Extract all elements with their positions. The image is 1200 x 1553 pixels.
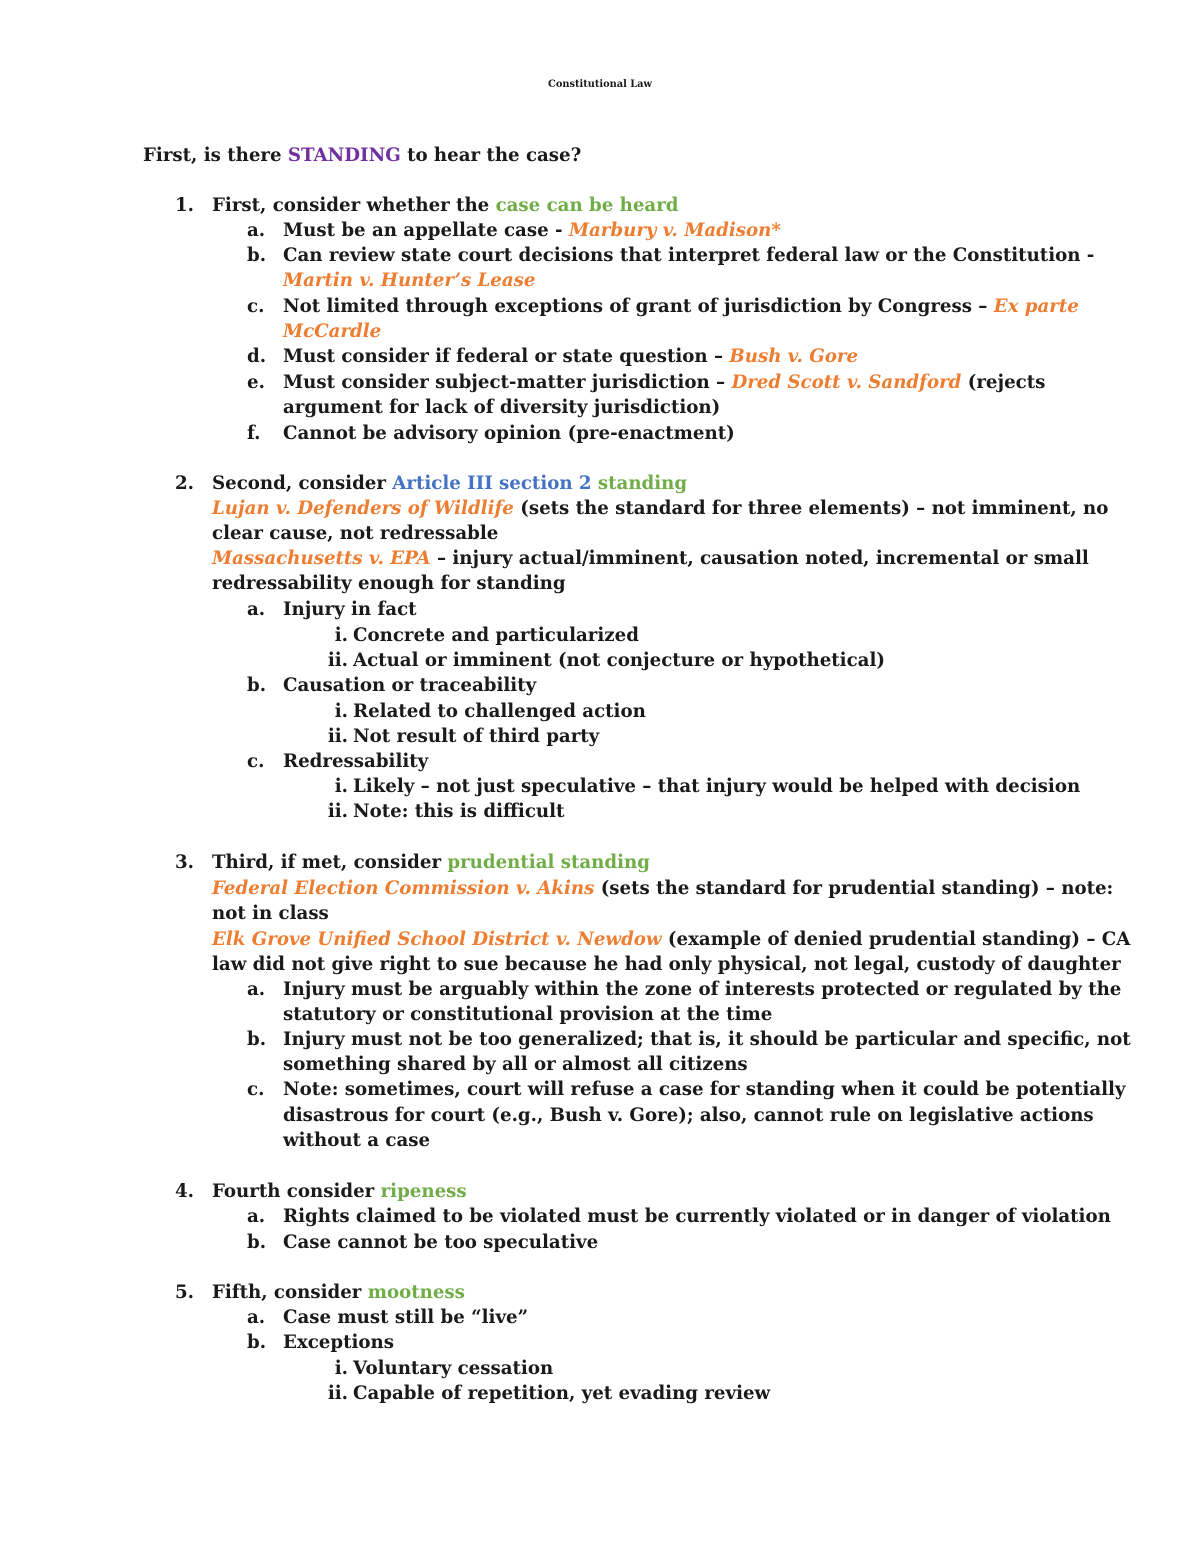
case-line-continued: law did not give right to sue because he had only physical, not legal, custody of daughter — [212, 954, 1121, 975]
text: (rejects — [961, 372, 1046, 393]
item-roman: ii. — [327, 650, 348, 671]
item-roman: i. — [334, 1358, 348, 1379]
text: Fifth, consider — [212, 1282, 368, 1303]
section-number: 2. — [175, 473, 194, 494]
list-item — [283, 370, 1045, 395]
item-roman: i. — [334, 701, 348, 722]
item-letter: a. — [247, 220, 266, 241]
text: First, is there — [143, 145, 288, 166]
section-heading — [212, 1280, 465, 1305]
item-letter: f. — [247, 423, 261, 444]
case-name: Elk Grove Unified School District v. Newdow — [212, 929, 662, 950]
keyword: ripeness — [380, 1181, 467, 1202]
page-title: Constitutional Law — [548, 79, 652, 90]
item-letter: d. — [247, 346, 267, 367]
sub-item: Likely – not just speculative – that injury would be helped with decision — [353, 776, 1081, 797]
list-item-continued: statutory or constitutional provision at the time — [283, 1004, 773, 1025]
case-line-continued: redressability enough for standing — [212, 573, 566, 594]
list-item — [283, 344, 858, 369]
item-roman: ii. — [327, 1383, 348, 1404]
section-number: 5. — [175, 1282, 194, 1303]
keyword: prudential standing — [447, 852, 650, 873]
item-letter: e. — [247, 372, 265, 393]
case-line — [212, 927, 1130, 952]
keyword: case can be heard — [495, 195, 679, 216]
case-name: Ex parte — [993, 296, 1079, 317]
item-letter: c. — [247, 296, 265, 317]
list-item: Case must still be “live” — [283, 1307, 529, 1328]
text: to hear the case? — [400, 145, 582, 166]
sub-item: Capable of repetition, yet evading review — [353, 1383, 771, 1404]
case-name: Massachusetts v. EPA — [212, 548, 431, 569]
section-heading — [212, 193, 679, 218]
item-roman: ii. — [327, 726, 348, 747]
sub-item: Actual or imminent (not conjecture or hypothetical) — [353, 650, 885, 671]
sub-item: Concrete and particularized — [353, 625, 639, 646]
list-item: Case cannot be too speculative — [283, 1232, 599, 1253]
item-letter: b. — [247, 1029, 267, 1050]
case-name: McCardle — [283, 321, 382, 342]
sub-item: Voluntary cessation — [353, 1358, 554, 1379]
text: Must consider subject-matter jurisdiction – — [283, 372, 732, 393]
list-item-continued: argument for lack of diversity jurisdiction) — [283, 397, 721, 418]
text: First, consider whether the — [212, 195, 496, 216]
section-number: 1. — [175, 195, 194, 216]
case-line — [212, 496, 1108, 521]
item-letter: a. — [247, 1206, 266, 1227]
intro-question — [143, 143, 581, 168]
list-item-continued: disastrous for court (e.g., Bush v. Gore); also, cannot rule on legislative actions — [283, 1105, 1094, 1126]
keyword-standing: STANDING — [287, 145, 401, 166]
list-item-continued: without a case — [283, 1130, 431, 1151]
text: Second, consider — [212, 473, 393, 494]
list-item — [283, 294, 1079, 319]
keyword: mootness — [367, 1282, 465, 1303]
text: Not limited through exceptions of grant of jurisdiction by Congress – — [283, 296, 994, 317]
item-letter: a. — [247, 1307, 266, 1328]
item-roman: i. — [334, 776, 348, 797]
text: Must consider if federal or state question – — [283, 346, 730, 367]
item-letter: a. — [247, 979, 266, 1000]
list-item: Injury must not be too generalized; that is, it should be particular and specific, not — [283, 1029, 1131, 1050]
case-name: Bush v. Gore — [729, 346, 859, 367]
list-item — [283, 218, 781, 243]
item-roman: ii. — [327, 801, 348, 822]
sub-item: Not result of third party — [353, 726, 600, 747]
case-name: Marbury v. Madison* — [568, 220, 781, 241]
list-item: Can review state court decisions that interpret federal law or the Constitution - — [283, 245, 1095, 266]
text: (example of denied prudential standing) – CA — [661, 929, 1131, 950]
section-heading — [212, 850, 650, 875]
item-letter: b. — [247, 245, 267, 266]
keyword: standing — [591, 473, 688, 494]
item-letter: b. — [247, 675, 267, 696]
text: (sets the standard for prudential standing) – note: — [594, 878, 1114, 899]
item-letter: b. — [247, 1332, 267, 1353]
list-item: Cannot be advisory opinion (pre-enactment) — [283, 423, 735, 444]
case-line — [212, 546, 1089, 571]
text: (sets the standard for three elements) – not imminent, no — [513, 498, 1109, 519]
text: Third, if met, consider — [212, 852, 448, 873]
case-name: Dred Scott v. Sandford — [731, 372, 962, 393]
section-heading — [212, 1179, 467, 1204]
item-letter: b. — [247, 1232, 267, 1253]
list-item: Rights claimed to be violated must be currently violated or in danger of violation — [283, 1206, 1111, 1227]
text: – injury actual/imminent, causation noted, incremental or small — [430, 548, 1089, 569]
list-item: Injury must be arguably within the zone of interests protected or regulated by the — [283, 979, 1122, 1000]
case-line-continued: not in class — [212, 903, 329, 924]
keyword: Article III section 2 — [392, 473, 592, 494]
text: Fourth consider — [212, 1181, 381, 1202]
section-heading — [212, 471, 687, 496]
case-name: Federal Election Commission v. Akins — [212, 878, 595, 899]
list-item-continued: something shared by all or almost all citizens — [283, 1054, 748, 1075]
list-item: Exceptions — [283, 1332, 394, 1353]
case-line — [212, 876, 1113, 901]
case-line-continued: clear cause, not redressable — [212, 523, 499, 544]
item-letter: a. — [247, 599, 266, 620]
item-letter: c. — [247, 751, 265, 772]
section-number: 3. — [175, 852, 194, 873]
case-name: Martin v. Hunter’s Lease — [283, 270, 536, 291]
item-letter: c. — [247, 1079, 265, 1100]
sub-item: Related to challenged action — [353, 701, 646, 722]
list-item: Injury in fact — [283, 599, 417, 620]
list-item: Causation or traceability — [283, 675, 537, 696]
sub-item: Note: this is difficult — [353, 801, 565, 822]
text: Must be an appellate case - — [283, 220, 569, 241]
case-name: Lujan v. Defenders of Wildlife — [212, 498, 514, 519]
item-roman: i. — [334, 625, 348, 646]
list-item: Note: sometimes, court will refuse a case for standing when it could be potentially — [283, 1079, 1126, 1100]
section-number: 4. — [175, 1181, 194, 1202]
list-item: Redressability — [283, 751, 429, 772]
